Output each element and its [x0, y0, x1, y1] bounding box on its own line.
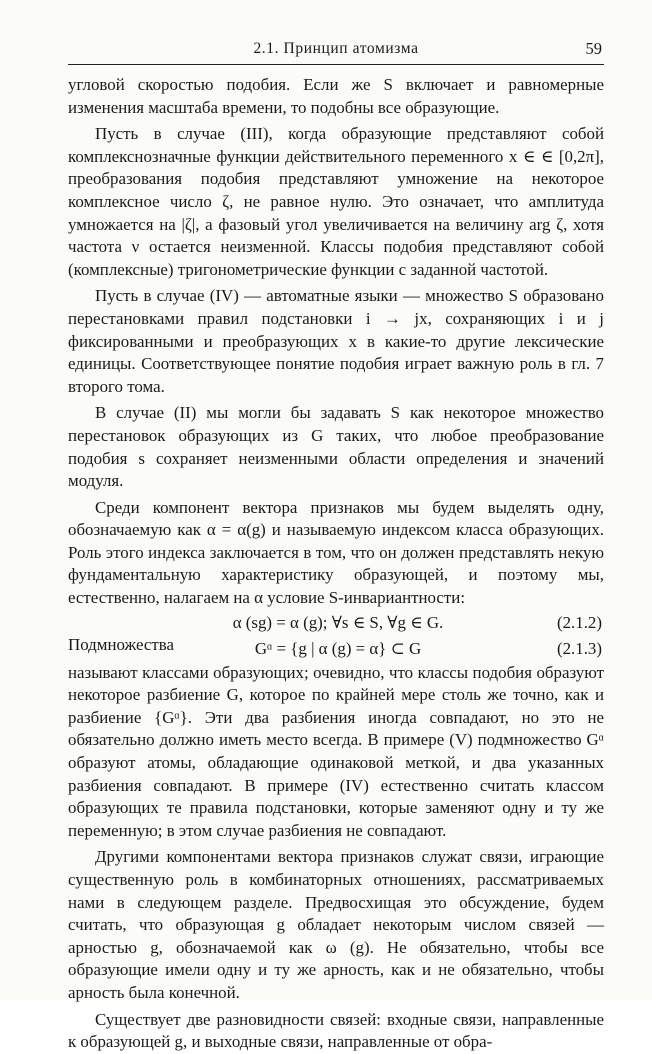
formula-2-1-3: [68, 634, 604, 662]
paragraph-7: Другими компонентами вектора признаков служат связи, играющие существенную роль в комбинаторных отношениях, рассматриваемых нами в следующем разделе. Предвосхищая это обсуждение, будем считать, что образующая g обладает некоторым числом связей — арностью g, обозначаемой как ω (g). Не обязательно, чтобы все образующие имели одну и ту же арность, как и не обязательно, чтобы арность была конечной.: [68, 847, 604, 1002]
formula-2-1-2: [68, 612, 604, 636]
page-body: [68, 74, 604, 1054]
page-number: 59: [585, 39, 602, 58]
paragraph-5: Среди компонент вектора признаков мы будем выделять одну, обозначаемую как α = α(g) и называемую индексом класса образующих. Роль этого индекса заключается в том, что он должен представлять некую фундаментальную характеристику образующей, и поэтому мы, естественно, налагаем на α условие S-инвариантности:: [68, 497, 604, 608]
header-title: 2.1. Принцип атомизма: [253, 40, 419, 57]
paragraph-1: угловой скоростью подобия. Если же S включает и равномерные изменения масштаба времени, то подобны все образующие.: [68, 75, 604, 117]
running-header: [68, 36, 604, 65]
paragraph-3: Пусть в случае (IV) — автоматные языки — множество S образовано перестановками правил подстановки i → jx, сохраняющих i и j фиксированными и преобразующих x в какие-то другие лексические единицы. Соответствующее понятие подобия играет важную роль в гл. 7 второго тома.: [68, 286, 604, 396]
formula-number: (2.1.2): [556, 612, 602, 632]
paragraph-6: называют классами образующих; очевидно, что классы подобия образуют некоторое разбиение G, которое по крайней мере столь же точно, как и разбиение {Gᵅ}. Эти два разбиения иногда совпадают, но это не обязательно должно иметь место всегда. В примере (V) подмножество Gᵅ образуют атомы, обладающие одинаковой меткой, и два указанных разбиения совпадают. В примере (IV) естественно считать классом образующих те правила подстановки, которые заменяют одну и ту же переменную; в этом случае разбиения не совпадают.: [68, 662, 604, 840]
paragraph-8: Существует две разновидности связей: входные связи, направленные к образующей g, и выходные связи, направленные от обра-: [68, 1009, 604, 1052]
formula-expression: Gᵅ = {g | α (g) = α} ⊂ G: [254, 638, 422, 658]
subsets-label: Подмножества: [68, 634, 174, 654]
formula-expression: α (sg) = α (g); ∀s ∈ S, ∀g ∈ G.: [232, 612, 444, 632]
formula-number: (2.1.3): [556, 638, 602, 658]
paragraph-4: В случае (II) мы могли бы задавать S как некоторое множество перестановок образующих из G таких, что любое преобразование подобия s сохраняет неизменными области определения и значений модуля.: [68, 403, 604, 491]
paragraph-2: Пусть в случае (III), когда образующие представляют собой комплекснозначные функции действительного переменного x ∈ ∈ [0,2π], преобразования подобия представляют умножение на некоторое комплексное число ζ, не равное нулю. Это означает, что амплитуда умножается на |ζ|, а фазовый угол увеличивается на величину arg ζ, хотя частота ν остается неизменной. Классы подобия представляют собой (комплексные) тригонометрические функции с заданной частотой.: [68, 124, 604, 279]
